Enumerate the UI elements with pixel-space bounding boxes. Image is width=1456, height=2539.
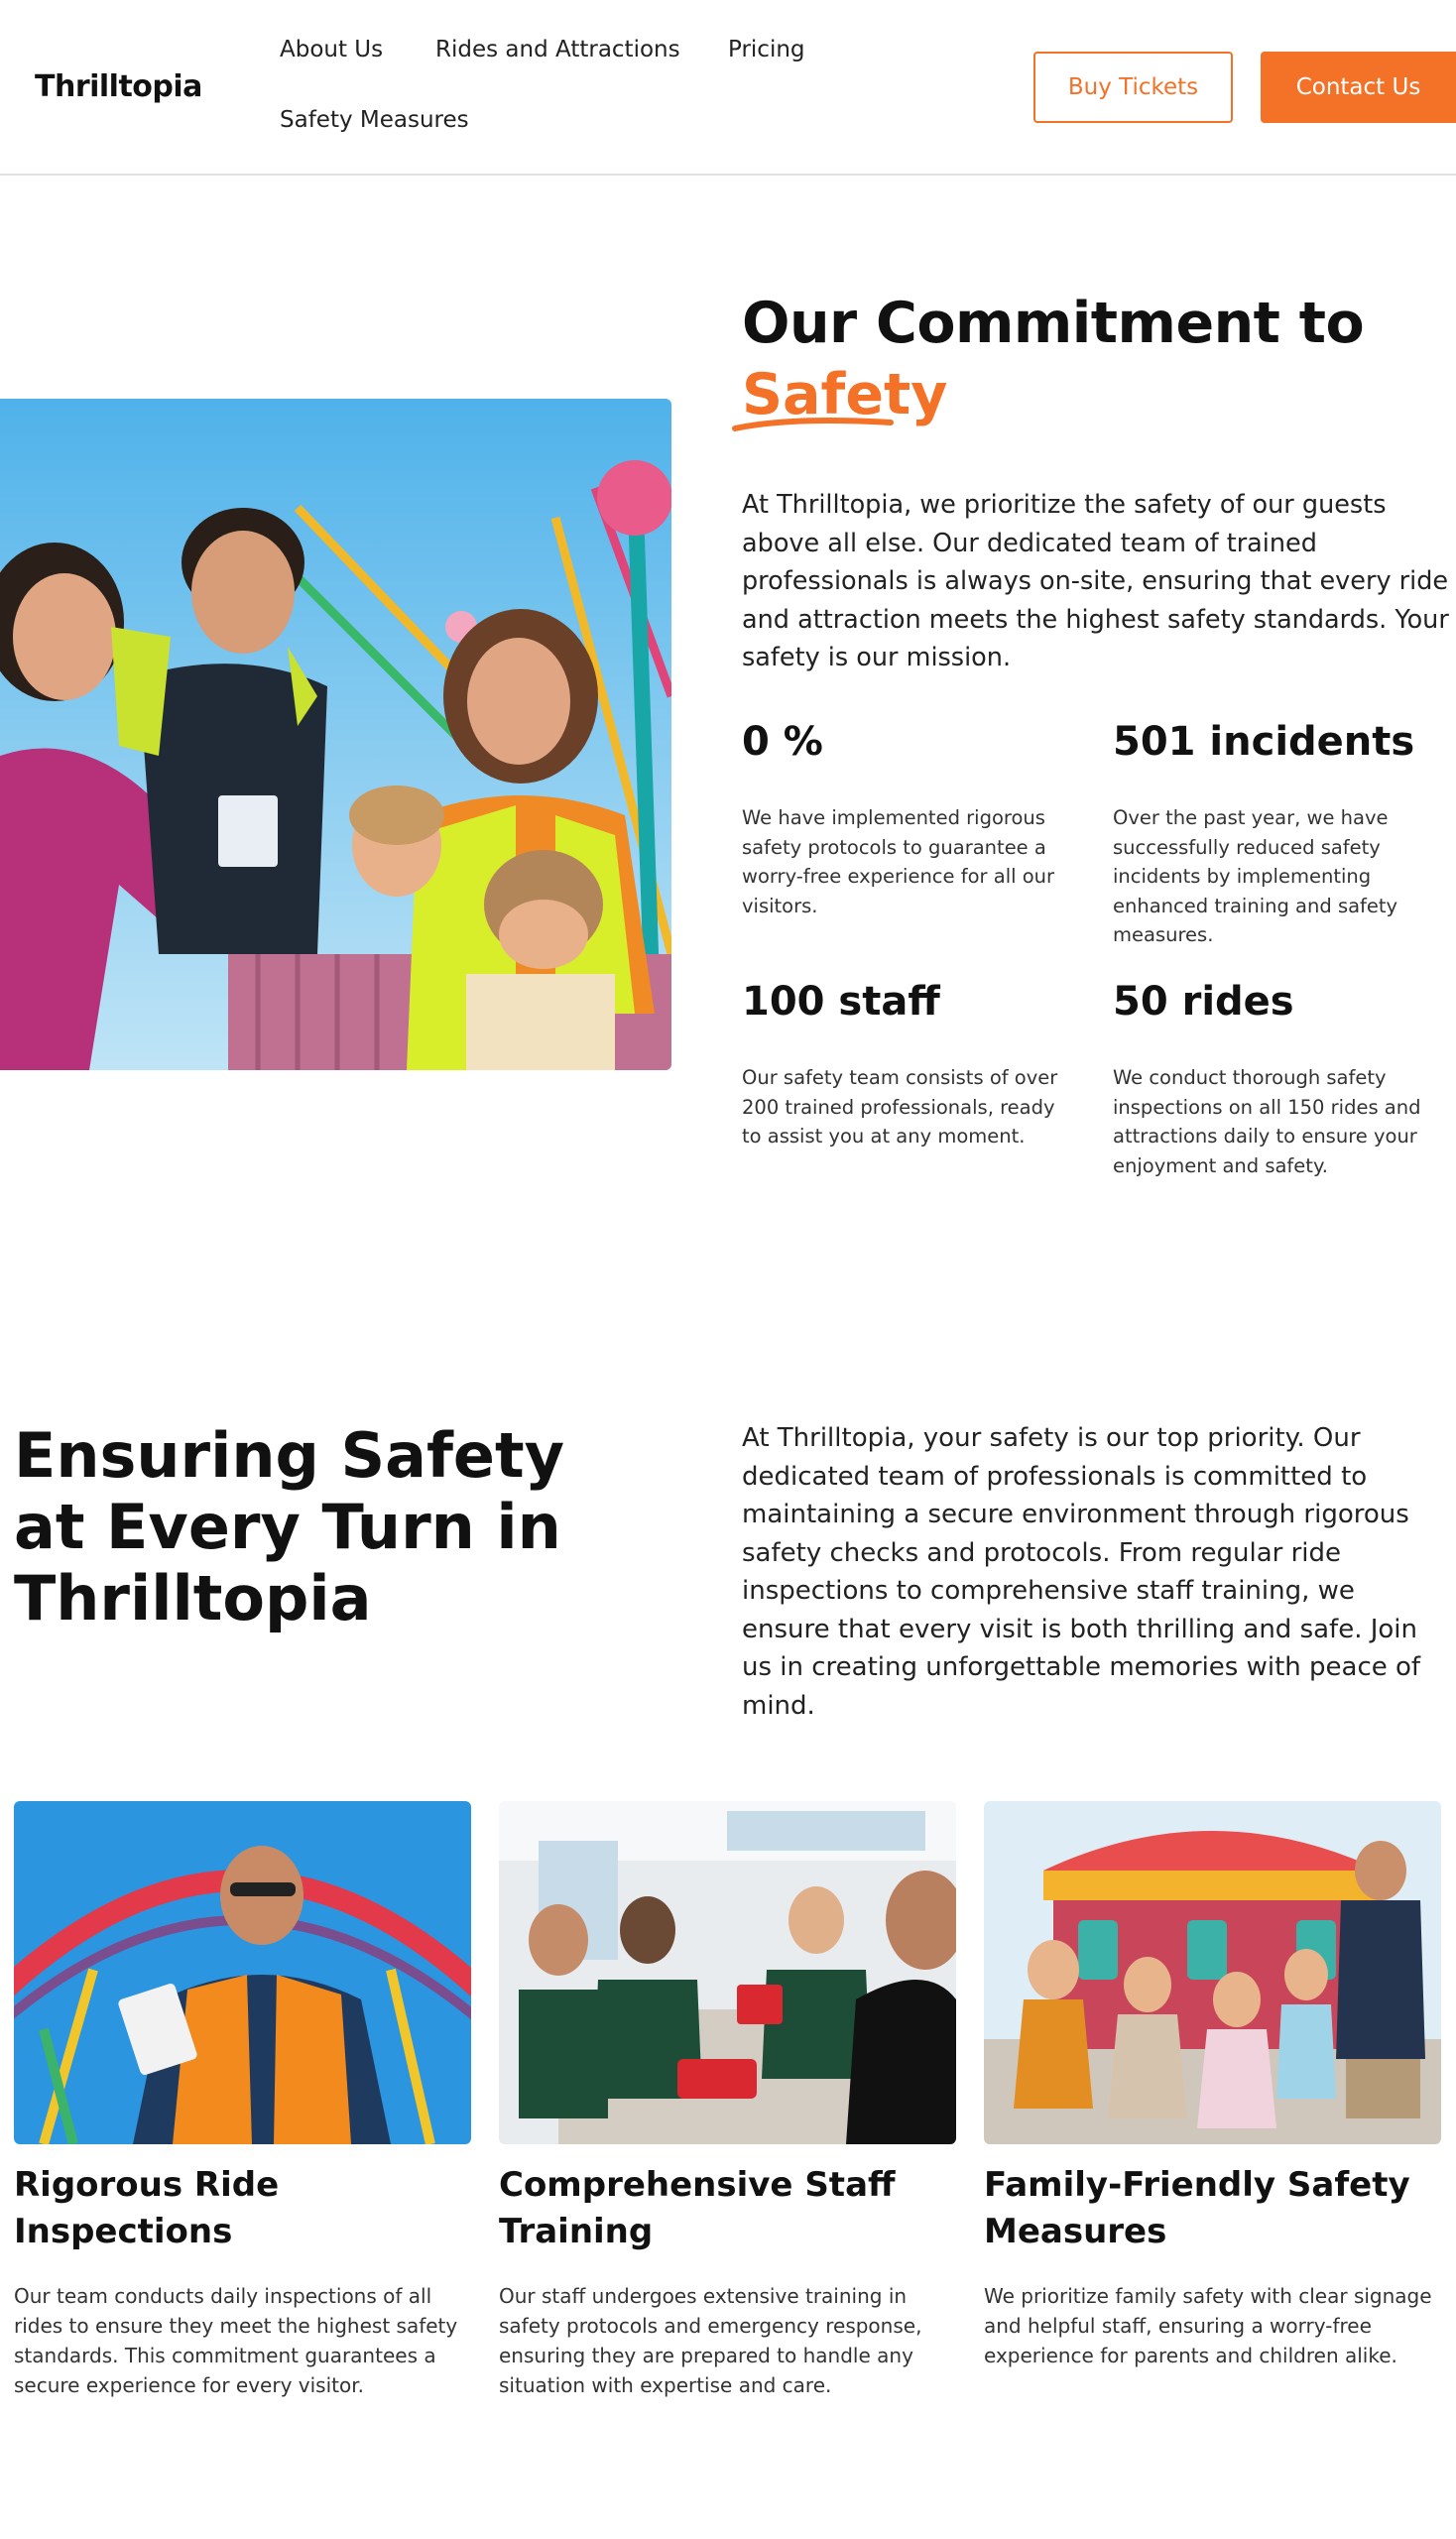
stat-value: 50 rides xyxy=(1113,979,1294,1025)
section-description: At Thrilltopia, your safety is our top priority. Our dedicated team of professionals is committed to maintaining a secure environment through rigorous safety checks and protocols. From regular ride inspections to comprehensive staff training, we ensure that every visit is both thrilling and safe. Join us in creating unforgettable memories with peace of mind. xyxy=(742,1423,1421,1721)
hero-title: Our Commitment to xyxy=(742,291,1365,356)
nav-pricing[interactable]: Pricing xyxy=(728,37,805,62)
card-image xyxy=(14,1801,471,2144)
stat-description: Over the past year, we have successfully reduced safety incidents by implementing enhanced training and safety measures. xyxy=(1113,806,1398,946)
card-title: Rigorous Ride Inspections xyxy=(14,2165,280,2251)
hero-title-accent: Safety xyxy=(742,362,948,427)
stat-value: 501 incidents xyxy=(1113,719,1415,765)
accent-underline-icon xyxy=(732,407,901,432)
family-carousel-photo-icon xyxy=(984,1801,1441,2144)
site-header xyxy=(0,0,1456,176)
buy-tickets-button[interactable]: Buy Tickets xyxy=(1033,52,1233,123)
card-description: Our team conducts daily inspections of all rides to ensure they meet the highest safety standards. This commitment guarantees a secure experience for every visitor. xyxy=(14,2284,458,2397)
staff-family-photo-icon xyxy=(0,399,671,1070)
stat-description: We have implemented rigorous safety protocols to guarantee a worry-free experience for all our visitors. xyxy=(742,806,1055,917)
stat-value: 100 staff xyxy=(742,979,940,1025)
stat-description: We conduct thorough safety inspections on all 150 rides and attractions daily to ensure your enjoyment and safety. xyxy=(1113,1066,1421,1177)
hero-description: At Thrilltopia, we prioritize the safety of our guests above all else. Our dedicated team of trained professionals is always on-site, ensuring that every ride and attraction meets the highest safety standards. Your safety is our mission. xyxy=(742,490,1449,672)
card-description: Our staff undergoes extensive training in safety protocols and emergency response, ensuring they are prepared to handle any situation with expertise and care. xyxy=(499,2284,922,2397)
ride-inspection-photo-icon xyxy=(14,1801,471,2144)
stat-value: 0 % xyxy=(742,719,823,765)
stat-description: Our safety team consists of over 200 trained professionals, ready to assist you at any moment. xyxy=(742,1066,1058,1148)
staff-training-photo-icon xyxy=(499,1801,956,2144)
card-title: Family-Friendly Safety Measures xyxy=(984,2165,1410,2251)
card-description: We prioritize family safety with clear signage and helpful staff, ensuring a worry-free experience for parents and children alike. xyxy=(984,2284,1432,2367)
section-title: Ensuring Safety at Every Turn in Thrilltopia xyxy=(14,1419,565,1634)
card-image xyxy=(499,1801,956,2144)
contact-us-button[interactable]: Contact Us xyxy=(1261,52,1456,123)
nav-safety-measures[interactable]: Safety Measures xyxy=(280,107,469,133)
nav-rides-attractions[interactable]: Rides and Attractions xyxy=(435,37,680,62)
site-logo[interactable]: Thrilltopia xyxy=(35,69,202,104)
card-image xyxy=(984,1801,1441,2144)
hero-image xyxy=(0,399,671,1070)
card-title: Comprehensive Staff Training xyxy=(499,2165,896,2251)
nav-about-us[interactable]: About Us xyxy=(280,37,384,62)
